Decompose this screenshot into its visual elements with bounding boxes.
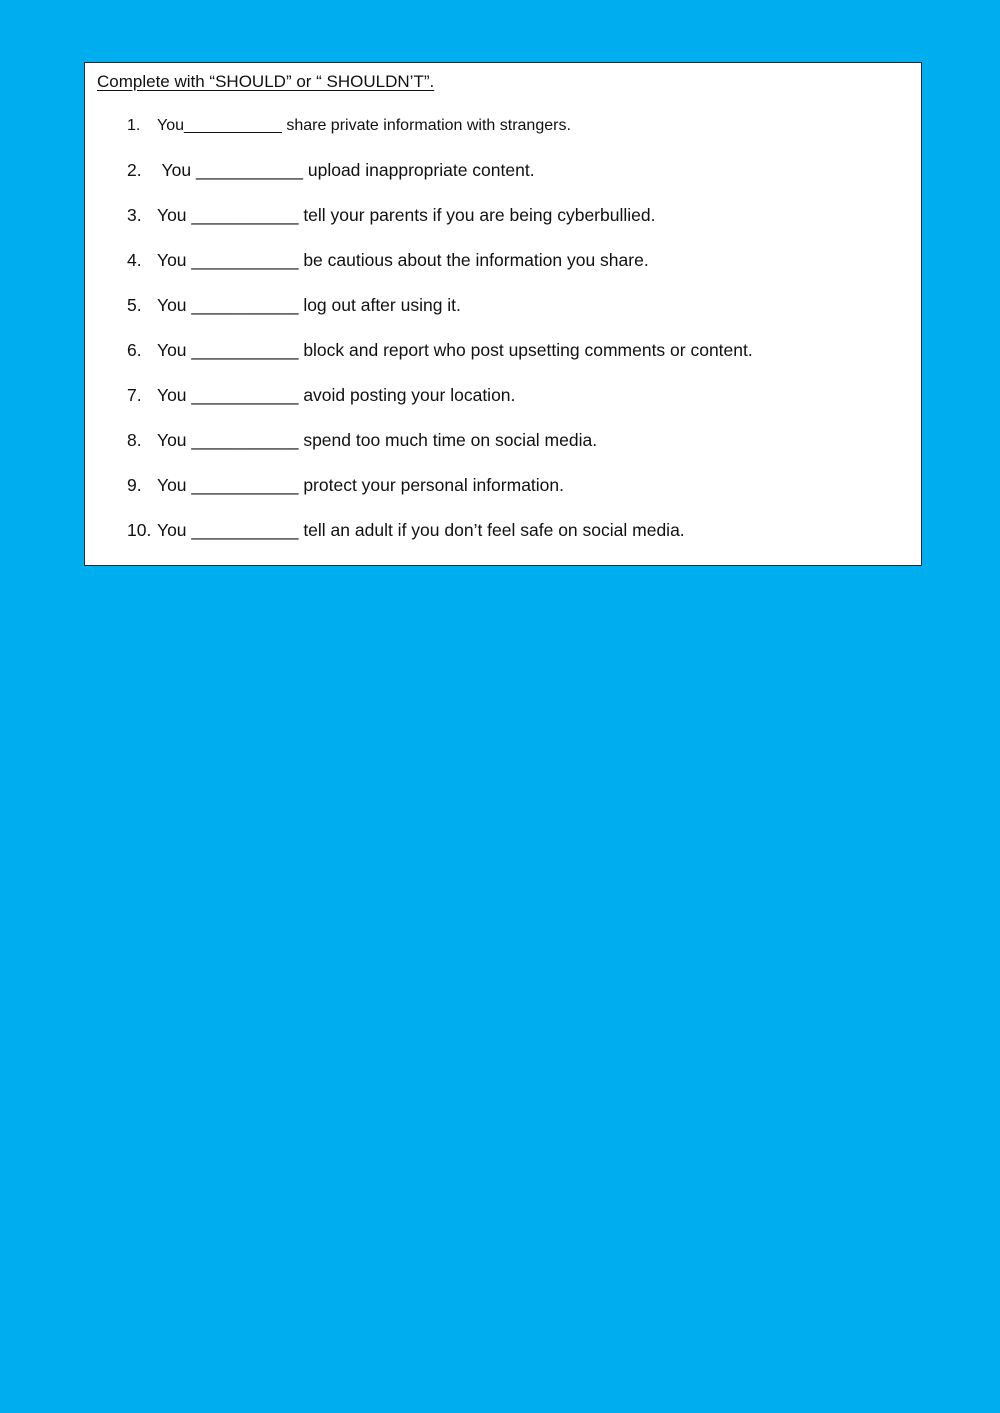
- exercise-item-6: [127, 339, 753, 361]
- worksheet-box: [84, 62, 922, 566]
- exercise-item-8: [127, 429, 597, 451]
- exercise-item-9: [127, 474, 564, 496]
- item-number: 1.: [127, 117, 141, 134]
- exercise-item-4: [127, 249, 649, 271]
- exercise-item-3: [127, 204, 655, 226]
- exercise-item-7: [127, 384, 515, 406]
- item-number: 2.: [127, 160, 142, 180]
- item-sentence: You ___________ be cautious about the information you share.: [157, 250, 649, 270]
- exercise-item-1: [127, 115, 571, 137]
- exercise-item-2: [127, 159, 535, 181]
- item-number: 7.: [127, 385, 142, 405]
- item-number: 8.: [127, 430, 142, 450]
- item-number: 9.: [127, 475, 142, 495]
- item-sentence: You ___________ spend too much time on social media.: [157, 430, 598, 450]
- item-sentence: You ___________ tell an adult if you don’t feel safe on social media.: [157, 520, 685, 540]
- item-sentence: You ___________ upload inappropriate content.: [157, 160, 535, 180]
- item-sentence: You ___________ tell your parents if you are being cyberbullied.: [157, 205, 656, 225]
- item-sentence: You ___________ log out after using it.: [157, 295, 461, 315]
- item-number: 3.: [127, 205, 142, 225]
- item-number: 6.: [127, 340, 142, 360]
- exercise-item-5: [127, 294, 461, 316]
- item-sentence: You___________ share private information with strangers.: [157, 117, 571, 134]
- item-number: 5.: [127, 295, 142, 315]
- item-number: 10.: [127, 520, 152, 540]
- item-sentence: You ___________ block and report who post upsetting comments or content.: [157, 340, 753, 360]
- item-sentence: You ___________ avoid posting your location.: [157, 385, 516, 405]
- instruction-heading: Complete with “SHOULD” or “ SHOULDN’T”.: [97, 72, 435, 91]
- exercise-item-10: [127, 519, 685, 541]
- item-sentence: You ___________ protect your personal information.: [157, 475, 565, 495]
- item-number: 4.: [127, 250, 142, 270]
